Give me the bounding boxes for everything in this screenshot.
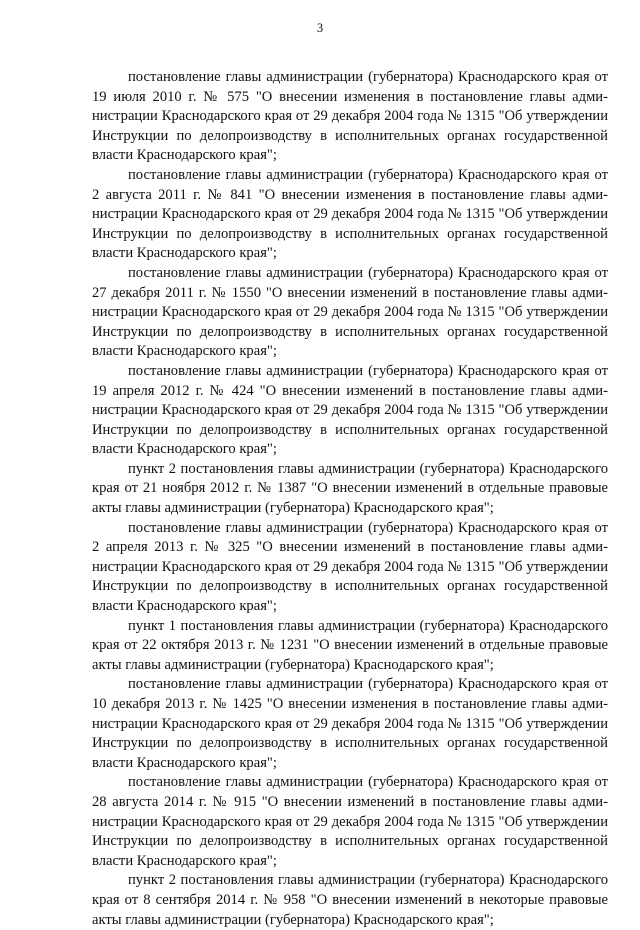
- paragraph-decree-325: постановление главы администрации (губернатора) Краснодарского края от 2 апреля 2013 г. № 325 "О внесении изменений в постановление главы администрации Краснодарского края от 29 декабря 2004 года № 1315 "Об утверждении Инструкции по делопроизводству в исполнительных органах государственной власти Краснодарского края";: [92, 519, 608, 615]
- paragraph-decree-915: постановление главы администрации (губернатора) Краснодарского края от 28 августа 2014 г. № 915 "О внесении изменений в постановление главы администрации Краснодарского края от 29 декабря 2004 года № 1315 "Об утверждении Инструкции по делопроизводству в исполнительных органах государственной власти Краснодарского края";: [92, 774, 608, 869]
- paragraph-decree-1425: постановление главы администрации (губернатора) Краснодарского края от 10 декабря 2013 г. № 1425 "О внесении изменения в постановление главы администрации Краснодарского края от 29 декабря 2004 года № 1315 "Об утверждении Инструкции по делопроизводству в исполнительных органах государственной власти Краснодарского края";: [92, 676, 608, 771]
- paragraph-decree-1550: постановление главы администрации (губернатора) Краснодарского края от 27 декабря 2011 г. № 1550 "О внесении изменений в постановление главы администрации Краснодарского края от 29 декабря 2004 года № 1315 "Об утверждении Инструкции по делопроизводству в исполнительных органах государственной власти Краснодарского края";: [92, 264, 608, 360]
- document-body: [92, 68, 608, 930]
- paragraph-decree-841: постановление главы администрации (губернатора) Краснодарского края от 2 августа 2011 г. № 841 "О внесении изменения в постановление главы администрации Краснодарского края от 29 декабря 2004 года № 1315 "Об утверждении Инструкции по делопроизводству в исполнительных органах государственной власти Краснодарского края";: [92, 166, 608, 262]
- paragraph-decree-424: постановление главы администрации (губернатора) Краснодарского края от 19 апреля 2012 г. № 424 "О внесении изменений в постановление главы администрации Краснодарского края от 29 декабря 2004 года № 1315 "Об утверждении Инструкции по делопроизводству в исполнительных органах государственной власти Краснодарского края";: [92, 362, 608, 458]
- paragraph-decree-1387: пункт 2 постановления главы администрации (губернатора) Краснодарского края от 21 ноября 2012 г. № 1387 "О внесении изменений в отдельные правовые акты главы администрации (губернатора) Краснодарского края";: [92, 460, 608, 517]
- paragraph-decree-958: пункт 2 постановления главы администрации (губернатора) Краснодарского края от 8 сентября 2014 г. № 958 "О внесении изменений в некоторые правовые акты главы администрации (губернатора) Краснодарского края";: [92, 872, 608, 928]
- page-number: 3: [316, 21, 324, 35]
- paragraph-decree-1231: пункт 1 постановления главы администрации (губернатора) Краснодарского края от 22 октября 2013 г. № 1231 "О внесении изменений в отдельные правовые акты главы администрации (губернатора) Краснодарского края";: [92, 617, 608, 673]
- paragraph-decree-575: постановление главы администрации (губернатора) Краснодарского края от 19 июля 2010 г. № 575 "О внесении изменения в постановление главы администрации Краснодарского края от 29 декабря 2004 года № 1315 "Об утверждении Инструкции по делопроизводству в исполнительных органах государственной власти Краснодарского края";: [92, 69, 608, 164]
